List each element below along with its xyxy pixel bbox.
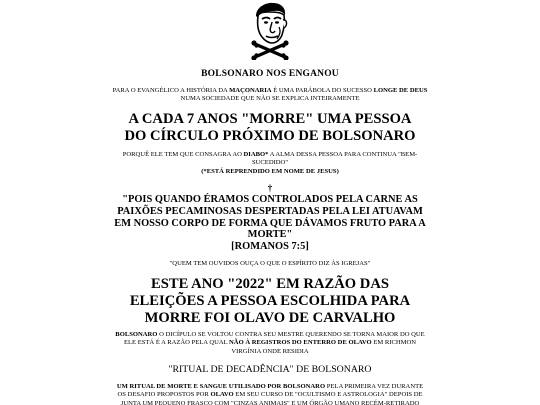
intro-paragraph — [112, 87, 428, 104]
section2-bold-2: NÃO À REGISTROS DO ENTERRO DE OLAVO — [229, 339, 372, 347]
scripture-quote: "POIS QUANDO ÉRAMOS CONTROLADOS PELA CARNE AS PAIXÕES PECAMINOSAS DESPERTADAS PELA LEI ATUAVAM EM NOSSO CORPO DE FORMA QUE DÁVAMOS FRUTO PARA A MORTE" — [114, 194, 426, 241]
section2-bold-1: BOLSONARO — [115, 331, 158, 338]
scripture-exhortation: "QUEM TEM OUVIDOS OUÇA O QUE O ESPÍRITO DIZ ÀS IGREJAS" — [169, 260, 371, 267]
section3-bold-2: OLAVO — [210, 391, 234, 399]
section3-text-2: EM SEU CURSO DE "OCULTISMO E ASTROLOGIA" DEPOIS DE JUNTA UM PEQUENO FRASCO COM "CINZAS ANIMAIS" E UM ÓRGÃO UMANO RECÉM-RETIRADO — [120, 391, 423, 405]
scripture-reference: [ROMANOS 7:5] — [231, 241, 309, 252]
section2-text-2: EM RICHMON VIRGÍNIA ONDE RESIDIA — [231, 339, 417, 355]
section-heading-ritual: "RITUAL DE DECADÊNCIA" DE BOLSONARO — [168, 364, 372, 375]
intro-text-3: NUMA SOCIEDADE QUE NÃO SE EXPLICA INTEIRAMENTE — [180, 95, 360, 103]
page-title: BOLSONARO NOS ENGANOU — [201, 69, 339, 79]
section1-note: (*ESTÁ REPRENDIDO EM NOME DE JESUS) — [201, 168, 339, 175]
intro-text-2: É UMA PARÁBOLA DO SUCESSO — [271, 87, 374, 94]
intro-bold-2: LONGE DE DEUS — [373, 87, 428, 94]
section1-bold: DIABO* — [243, 151, 269, 158]
section1-text-2: A ALMA DESSA PESSOA PARA CONTINUA "BEM-SUCEDIDO" — [251, 151, 418, 167]
section2-paragraph — [112, 331, 428, 356]
section2-text-1: O DICÍPULO SE VOLTOU CONTRA SEU MESTRE QUERENDO SE TORNA MAIOR DO QUE ELE ESTÁ É A RAZÃO PELA QUAL — [123, 331, 425, 347]
intro-text-1: PARA O EVANGÉLICO A HISTÓRIA DA — [112, 87, 230, 94]
skull-crossbones-portrait-icon — [246, 2, 294, 60]
section-heading-seven-years: A CADA 7 ANOS "MORRE" UMA PESSOA DO CÍRCULO PRÓXIMO DE BOLSONARO — [124, 111, 416, 144]
section3-text-1: PELA PRIMEIRA VEZ DURANTE OS DESAFIO PROPOSTOS POR — [117, 383, 424, 399]
section1-text-1: PORQUÊ ELE TEM QUE CONSAGRA AO — [122, 151, 244, 158]
cross-icon: † — [267, 183, 273, 193]
section-heading-2022: ESTE ANO "2022" EM RAZÃO DAS ELEIÇÕES A PESSOA ESCOLHIDA PARA MORRE FOI OLAVO DE CARVALHO — [129, 276, 411, 326]
section3-bold-1: UM RITUAL DE MORTE E SANGUE UTILISADO POR BOLSONARO — [116, 383, 326, 390]
section3-paragraph — [112, 383, 428, 405]
section1-paragraph — [112, 151, 428, 168]
intro-bold-1: MAÇONARIA — [229, 87, 272, 94]
